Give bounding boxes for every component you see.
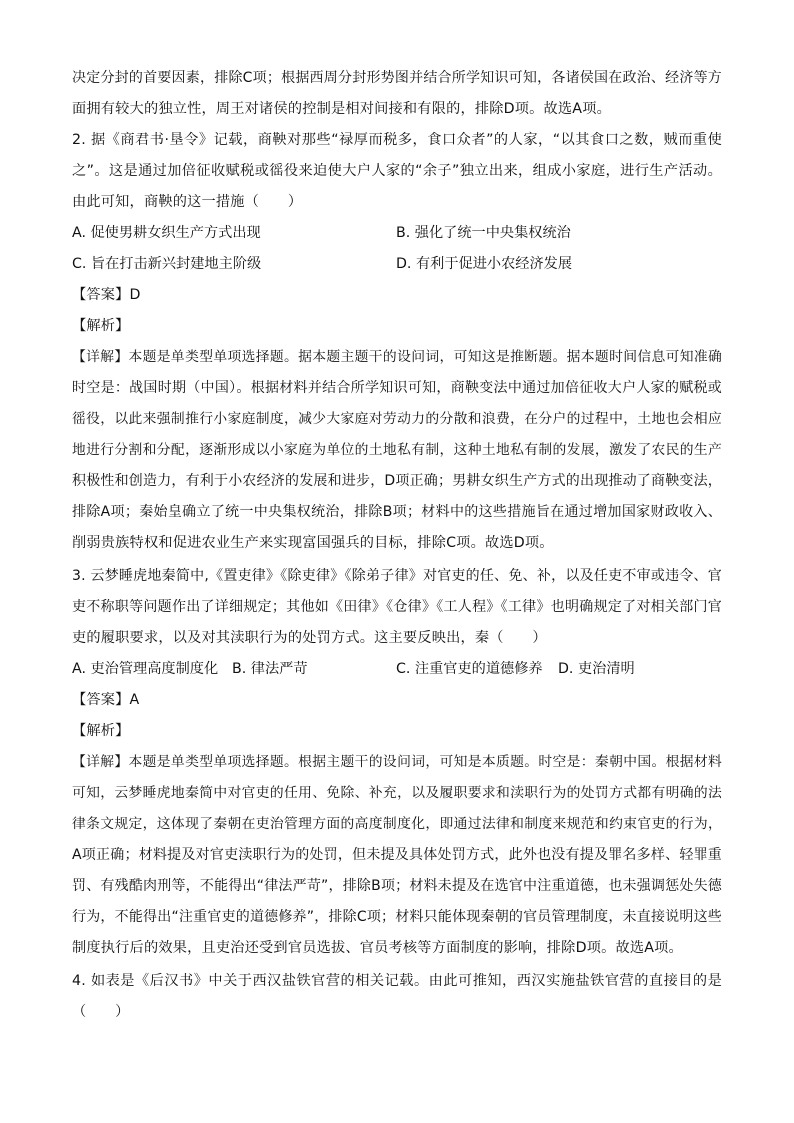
q2-analysis-label: 【解析】 (72, 318, 130, 334)
q2-stem-line-3: 由此可知，商鞅的这一措施（ ） (72, 194, 303, 210)
q3-detail-line-5: 罚、有残酷肉刑等，不能得出“律法严苛”，排除B项；材料未提及在选官中注重道德，也未强调惩处失德 (72, 878, 722, 894)
q3-detail-line-1: 【详解】本题是单类型单项选择题。根据主题干的设问词，可知是本质题。时空是：秦朝中国。根据材料 (72, 754, 722, 770)
q1-analysis-line-1: 决定分封的首要因素，排除C项；根据西周分封形势图并结合所学知识可知，各诸侯国在政治、经济等方 (72, 70, 722, 86)
q3-option-b: B. 律法严苛 (232, 661, 308, 677)
q2-option-b: B. 强化了统一中央集权统治 (396, 225, 571, 241)
q3-detail-line-7: 制度执行后的效果，且吏治还受到官员选拔、官员考核等方面制度的影响，排除D项。故选A项。 (72, 940, 683, 956)
q3-stem-line-1: 3. 云梦睡虎地秦简中,《置吏律》《除吏律》《除弟子律》对官吏的任、免、补，以及任吏不审或违令、官 (72, 568, 722, 584)
q3-detail-line-2: 可知，云梦睡虎地秦简中对官吏的任用、免除、补充，以及履职要求和渎职行为的处罚方式都有明确的法 (72, 785, 722, 801)
q3-detail-line-6: 行为，不能得出“注重官吏的道德修养”，排除C项；材料只能体现秦朝的官员管理制度，未直接说明这些 (72, 909, 722, 925)
q2-detail-line-5: 积极性和创造力，有利于小农经济的发展和进步，D项正确；男耕女织生产方式的出现推动了商鞅变法， (72, 473, 722, 489)
q2-option-c: C. 旨在打击新兴封建地主阶级 (72, 256, 262, 272)
q2-detail-line-3: 徭役，以此来强制推行小家庭制度，减少大家庭对劳动力的分散和浪费，在分户的过程中，土地也会相应 (72, 411, 722, 427)
q3-option-c: C. 注重官吏的道德修养 (396, 661, 543, 677)
q3-stem-line-3: 吏的履职要求，以及对其渎职行为的处罚方式。这主要反映出，秦（ ） (72, 630, 547, 646)
q2-stem-line-2: 之”。这是通过加倍征收赋税或徭役来迫使大户人家的“余子”独立出来，组成小家庭，进行生产活动。 (72, 163, 722, 179)
q3-analysis-label: 【解析】 (72, 723, 130, 739)
q2-option-a: A. 促使男耕女织生产方式出现 (72, 225, 261, 241)
q3-option-d: D. 吏治清明 (558, 661, 635, 677)
q2-detail-line-1: 【详解】本题是单类型单项选择题。据本题主题干的设问词，可知这是推断题。据本题时间信息可知准确 (72, 349, 722, 365)
q4-stem-line-1: 4. 如表是《后汉书》中关于西汉盐铁官营的相关记载。由此可推知，西汉实施盐铁官营的直接目的是 (72, 973, 722, 989)
q2-detail-line-7: 削弱贵族特权和促进农业生产来实现富国强兵的目标，排除C项。故选D项。 (72, 535, 554, 551)
q2-detail-line-6: 排除A项；秦始皇确立了统一中央集权统治，排除B项；材料中的这些措施旨在通过增加国家财政收入、 (72, 504, 722, 520)
q4-stem-line-2: （ ） (72, 1004, 130, 1020)
q3-answer: 【答案】A (72, 692, 140, 708)
q2-option-d: D. 有利于促进小农经济发展 (396, 256, 573, 272)
q3-stem-line-2: 吏不称职等问题作出了详细规定；其他如《田律》《仓律》《工人程》《工律》也明确规定了对相关部门官 (72, 599, 722, 615)
q2-detail-line-2: 时空是：战国时期（中国）。根据材料并结合所学知识可知，商鞅变法中通过加倍征收大户人家的赋税或 (72, 380, 722, 396)
q2-stem-line-1: 2. 据《商君书·垦令》记载，商鞅对那些“禄厚而税多，食口众者”的人家，“以其食口之数，贼而重使 (72, 132, 722, 148)
q3-detail-line-4: A项正确；材料提及对官吏渎职行为的处罚，但未提及具体处罚方式，此外也没有提及罪名多样、轻罪重 (72, 847, 722, 863)
q2-answer: 【答案】D (72, 287, 141, 303)
q1-analysis-line-2: 面拥有较大的独立性，周王对诸侯的控制是相对间接和有限的，排除D项。故选A项。 (72, 101, 611, 117)
q2-detail-line-4: 地进行分割和分配，逐渐形成以小家庭为单位的土地私有制，这种土地私有制的发展，激发了农民的生产 (72, 442, 722, 458)
q3-option-a: A. 吏治管理高度制度化 (72, 661, 219, 677)
q3-detail-line-3: 律条文规定，这体现了秦朝在吏治管理方面的高度制度化，即通过法律和制度来规范和约束官吏的行为， (72, 816, 722, 832)
